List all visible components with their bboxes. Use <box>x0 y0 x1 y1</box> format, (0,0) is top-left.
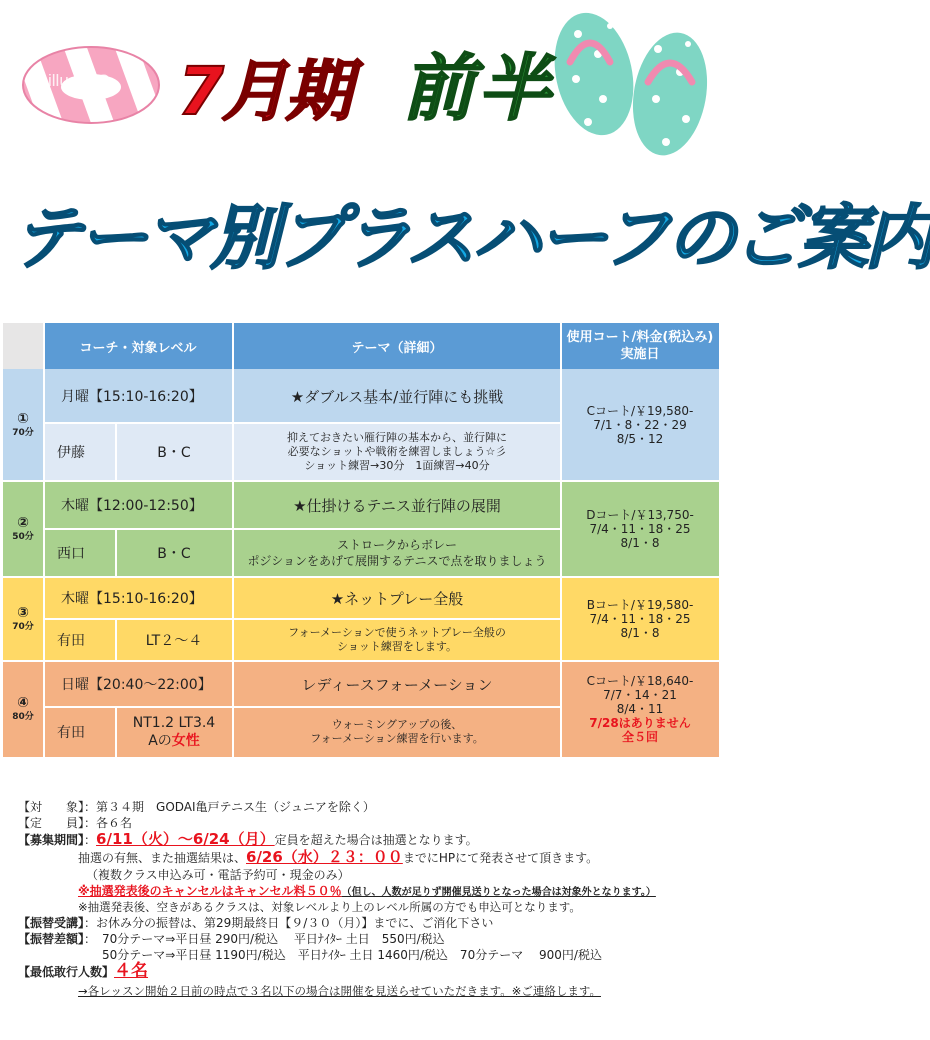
detail-line: ウォーミングアップの後、 <box>331 718 463 731</box>
grid-line <box>43 528 561 530</box>
grid-line <box>115 707 117 757</box>
row-theme-title: ★ダブルス基本/並行陣にも挑戦 <box>233 369 561 423</box>
diff-value: ： 70分テーマ⇒平日昼 290円/税込 平日ﾅｲﾀｰ 土日 550円/税込 <box>84 932 445 946</box>
grid-line <box>43 323 45 757</box>
row-level: LT２～４ <box>115 619 233 661</box>
capacity-value: ：各６名 <box>84 816 133 830</box>
diff-label: 【振替差額】 <box>18 932 85 946</box>
cancel-exception: （但し、人数が足りず開催見送りとなった場合は対象外となります。） <box>341 887 656 898</box>
title-half: 前半 <box>402 46 555 130</box>
detail-line: ショット練習→30分 1面練習→40分 <box>304 459 490 472</box>
dates-note: 全５回 <box>621 730 658 744</box>
row-court-fee <box>561 577 719 661</box>
min-note: →各レッスン開始２日前の時点で３名以下の場合は開催を見送らせていただきます。※ご連絡します。 <box>78 984 601 998</box>
grid-line <box>115 529 117 577</box>
row-theme-detail <box>233 619 561 661</box>
dates-line: 7/4・11・18・25 <box>589 612 691 626</box>
min-value: ４名 <box>114 961 149 981</box>
row-number-label: ③ <box>17 605 29 621</box>
row-number-label: ② <box>17 515 29 531</box>
row-theme-detail <box>233 423 561 481</box>
cancel-line <box>78 884 656 900</box>
title-main: テーマ別プラスハーフのご案内 <box>12 197 930 279</box>
footer-notes <box>18 800 708 1000</box>
period-value: 6/11（火）～6/24（月） <box>96 830 275 848</box>
watermark: illust AC <box>48 71 110 90</box>
after-lottery-note: ※抽選発表後、空きがあるクラスは、対象レベルより上のレベル所属の方でも申込可となります。 <box>78 900 581 914</box>
lottery-date: 6/26（水）２３：００ <box>246 848 403 866</box>
target-line <box>18 800 375 815</box>
level-line <box>148 732 200 750</box>
header-court-fee <box>561 323 719 369</box>
grid-line <box>232 323 234 757</box>
row-day-time: 日曜【20:40～22:00】 <box>43 661 233 707</box>
row-court-fee <box>561 661 719 757</box>
dates-line: 8/5・12 <box>616 432 664 446</box>
detail-line: ポジションをあげて展開するテニスで点を取りましょう <box>247 554 547 568</box>
grid-line <box>560 323 562 757</box>
court-price: Bコート/￥19,580- <box>586 598 694 612</box>
row-minutes: 50分 <box>12 532 34 542</box>
detail-line: ショット練習をします。 <box>337 640 457 653</box>
row-number <box>3 481 43 577</box>
court-price: Dコート/￥13,750- <box>586 508 694 522</box>
row-number-label: ① <box>17 411 29 427</box>
row-theme-title: レディースフォーメーション <box>233 661 561 707</box>
cancel-fee: ※抽選発表後のキャンセルはキャンセル料５０％ <box>78 884 342 898</box>
lottery-text: 抽選の有無、また抽選結果は、 <box>78 851 247 865</box>
court-price: Cコート/￥18,640- <box>586 674 694 688</box>
row-minutes: 70分 <box>12 428 34 438</box>
detail-line: 必要なショットや戦術を練習しましょう☆彡 <box>287 445 507 458</box>
dates-line: 7/1・8・22・29 <box>593 418 687 432</box>
detail-line: ストロークからボレー <box>336 538 457 552</box>
transfer-label: 【振替受講】 <box>18 916 85 930</box>
header-court-fee-label: 使用コート/料金(税込み) <box>566 330 714 345</box>
diff-line-2: 50分テーマ⇒平日昼 1190円/税込 平日ﾅｲﾀｰ 土日 1460円/税込 70分テーマ 900円/税込 <box>102 948 602 962</box>
dates-line: 8/1・8 <box>620 626 660 640</box>
row-minutes: 80分 <box>12 712 34 722</box>
grid-line <box>115 423 117 481</box>
target-label: 【対 象】 <box>18 800 85 814</box>
row-number-label: ④ <box>17 695 29 711</box>
row-coach: 有田 <box>43 619 115 661</box>
lottery-line <box>78 850 598 866</box>
detail-line: フォーメーションで使うネットプレー全般の <box>288 626 506 639</box>
period-label: 【募集期間】 <box>18 833 85 847</box>
row-court-fee <box>561 369 719 481</box>
row-minutes: 70分 <box>12 622 34 632</box>
header-theme: テーマ（詳細） <box>233 323 561 369</box>
grid-line <box>3 576 719 578</box>
diff-line <box>18 932 445 947</box>
target-value: ：第３４期 GODAI亀戸テニス生（ジュニアを除く） <box>84 800 375 814</box>
grid-line <box>115 619 117 661</box>
grid-line <box>43 706 561 708</box>
row-day-time: 木曜【15:10-16:20】 <box>43 577 233 619</box>
level-prefix: Aの <box>148 733 172 749</box>
apply-note: （複数クラス申込み可・電話予約可・現金のみ） <box>86 868 350 882</box>
grid-line <box>3 660 719 662</box>
row-theme-detail <box>233 529 561 577</box>
level-line: NT1.2 LT3.4 <box>132 715 216 731</box>
min-line <box>18 961 149 981</box>
row-coach: 西口 <box>43 529 115 577</box>
dates-line: 8/1・8 <box>620 536 660 550</box>
grid-line <box>43 618 561 620</box>
row-coach: 有田 <box>43 707 115 757</box>
period-colon: ： <box>84 833 97 847</box>
period-line <box>18 832 478 848</box>
dates-line: 8/4・11 <box>616 702 664 716</box>
row-theme-title: ★ネットプレー全般 <box>233 577 561 619</box>
flip-flops-icon <box>548 4 714 166</box>
capacity-label: 【定 員】 <box>18 816 85 830</box>
capacity-line <box>18 816 132 831</box>
header-blank <box>3 323 43 369</box>
header-coach-level: コーチ・対象レベル <box>43 323 233 369</box>
row-day-time: 木曜【12:00-12:50】 <box>43 481 233 529</box>
dates-note: 7/28はありません <box>589 716 691 730</box>
grid-line <box>3 480 719 482</box>
detail-line: フォーメーション練習を行います。 <box>310 732 484 745</box>
row-day-time: 月曜【15:10-16:20】 <box>43 369 233 423</box>
row-level: B・C <box>115 423 233 481</box>
row-coach: 伊藤 <box>43 423 115 481</box>
court-price: Cコート/￥19,580- <box>586 404 694 418</box>
schedule-table <box>3 323 719 757</box>
dates-line: 7/7・14・21 <box>603 688 677 702</box>
row-number <box>3 577 43 661</box>
row-court-fee <box>561 481 719 577</box>
min-label: 【最低敢行人数】 <box>18 965 115 979</box>
detail-line: 抑えておきたい雁行陣の基本から、並行陣に <box>287 431 507 444</box>
period-note: 定員を超えた場合は抽選となります。 <box>274 833 478 847</box>
grid-line <box>43 422 561 424</box>
level-women: 女性 <box>171 733 200 749</box>
row-theme-detail <box>233 707 561 757</box>
swim-ring-icon <box>20 44 162 126</box>
row-level <box>115 707 233 757</box>
dates-line: 7/4・11・18・25 <box>589 522 691 536</box>
transfer-line <box>18 916 493 931</box>
row-number <box>3 369 43 481</box>
header-date-label: 実施日 <box>620 347 660 362</box>
row-number <box>3 661 43 757</box>
lottery-text: までにHPにて発表させて頂きます。 <box>402 851 599 865</box>
transfer-value: ：お休み分の振替は、第29期最終日【９/３０（月）】までに、ご消化下さい <box>84 916 494 930</box>
row-level: B・C <box>115 529 233 577</box>
row-theme-title: ★仕掛けるテニス並行陣の展開 <box>233 481 561 529</box>
title-month: 7月期 <box>178 53 350 130</box>
